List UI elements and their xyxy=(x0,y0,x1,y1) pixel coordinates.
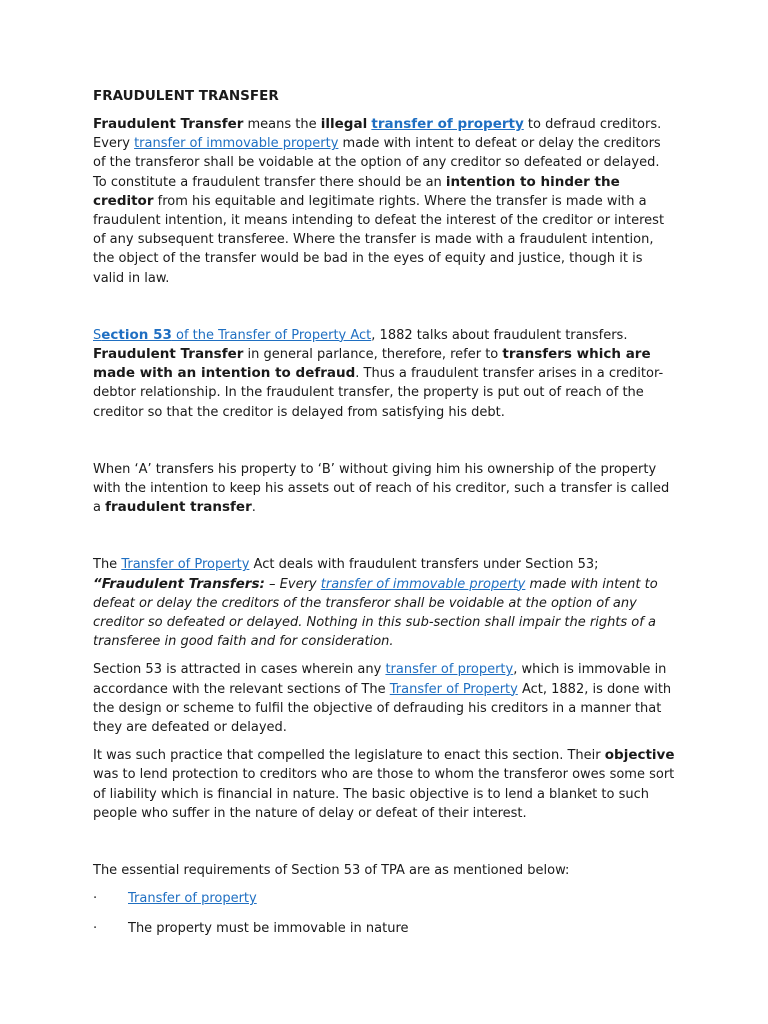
text-span: It was such practice that compelled the legislature to enact this section. Their xyxy=(93,748,605,764)
text-span: means the xyxy=(243,117,321,132)
link-text: of the Transfer of Property Act xyxy=(171,327,372,343)
link-text-bold: ection 53 xyxy=(101,326,172,343)
document-title: FRAUDULENT TRANSFER xyxy=(93,88,279,104)
term-fraudulent-transfer: fraudulent transfer xyxy=(105,499,252,516)
link-transfer-of-property[interactable]: Transfer of property xyxy=(128,891,257,907)
text-span: . xyxy=(251,500,256,516)
term-fraudulent-transfer: Fraudulent Transfer xyxy=(93,116,244,132)
paragraph-objective xyxy=(93,746,676,823)
term-intention-to-defraud: transfers which are made with an intention to defraud xyxy=(93,346,651,382)
quote-heading: “Fraudulent Transfers: xyxy=(93,575,265,592)
bullet-marker: · xyxy=(93,920,98,936)
paragraph-act-quote xyxy=(93,555,676,651)
link-transfer-of-property-act[interactable]: Transfer of Property xyxy=(389,681,518,697)
text-span: in general parlance, therefore, refer to xyxy=(243,347,503,363)
link-text: S xyxy=(93,327,102,343)
list-item xyxy=(93,919,676,938)
paragraph-requirements-intro: The essential requirements of Section 53 of TPA are as mentioned below: xyxy=(93,863,570,879)
text-span: The xyxy=(93,557,122,573)
term-intention-to-hinder: intention to hinder the creditor xyxy=(93,173,620,209)
text-span: When ‘A’ transfers his property to ‘B’ without giving him his ownership of the property with the intention to keep his assets out of reach of his creditor, such a transfer is called a xyxy=(93,461,670,516)
text-span: , 1882 talks about fraudulent transfers. xyxy=(371,327,628,343)
text-span: . Thus a fraudulent transfer arises in a creditor-debtor relationship. In the fraudulent transfer, the property is put out of reach of the creditor so that the creditor is delayed from satisfying his debt. xyxy=(93,366,664,420)
link-transfer-of-immovable-property[interactable]: transfer of immovable property xyxy=(134,136,339,152)
text-span: , which is immovable in accordance with the relevant sections of The xyxy=(93,662,667,697)
link-section-53-tpa[interactable] xyxy=(93,328,371,343)
text-span: Act deals with fraudulent transfers under Section 53; xyxy=(249,557,599,573)
text-span: Every xyxy=(93,136,135,152)
link-transfer-of-property[interactable]: transfer of property xyxy=(371,116,524,132)
link-transfer-of-immovable-property[interactable]: transfer of immovable property xyxy=(320,576,526,592)
paragraph-definition xyxy=(93,115,676,288)
list-item-text: The property must be immovable in nature xyxy=(128,920,409,936)
text-span: Act, 1882, is done with the design or scheme to fulfil the objective of defrauding his creditors in a manner that they are defeated or delayed. xyxy=(93,681,672,736)
text-span: to defraud creditors. xyxy=(523,117,662,132)
quote-text: – Every xyxy=(264,576,321,592)
link-transfer-of-property[interactable]: Transfer of Property xyxy=(121,557,250,573)
term-fraudulent-transfer: Fraudulent Transfer xyxy=(93,346,244,363)
term-objective: objective xyxy=(604,747,675,764)
list-item xyxy=(93,889,676,908)
paragraph-example xyxy=(93,460,676,518)
paragraph-section-53-attracted xyxy=(93,660,676,737)
paragraph-section-53 xyxy=(93,326,676,422)
term-illegal: illegal xyxy=(320,116,368,132)
link-transfer-of-property[interactable]: transfer of property xyxy=(385,662,514,678)
text-span: was to lend protection to creditors who are those to whom the transferor owes some sort of liability which is financial in nature. The basic objective is to lend a blanket to such people who suffer in the nature of delay or defeat of their interest. xyxy=(93,767,675,821)
text-span: from his equitable and legitimate rights. Where the transfer is made with a fraudulent intention, it means intending to defeat the interest of the creditor or interest of any subsequent transferee. Where the transfer is made with a fraudulent intention, the object of the transfer would be bad in the eyes of equity and justice, though it is valid in law. xyxy=(93,193,665,286)
bullet-marker: · xyxy=(93,891,98,907)
requirements-list xyxy=(93,889,676,937)
text-span: made with intent to defeat or delay the creditors of the transferor shall be voidable at the option of any creditor so defeated or delayed. To constitute a fraudulent transfer there should be an xyxy=(93,136,661,190)
text-span: Section 53 is attracted in cases wherein any xyxy=(93,662,386,678)
quote-text: made with intent to defeat or delay the creditors of the transferor shall be voidable at the option of any creditor so defeated or delayed. Nothing in this sub-section shall impair the rights of a transferee in good faith and for consideration. xyxy=(93,576,658,650)
